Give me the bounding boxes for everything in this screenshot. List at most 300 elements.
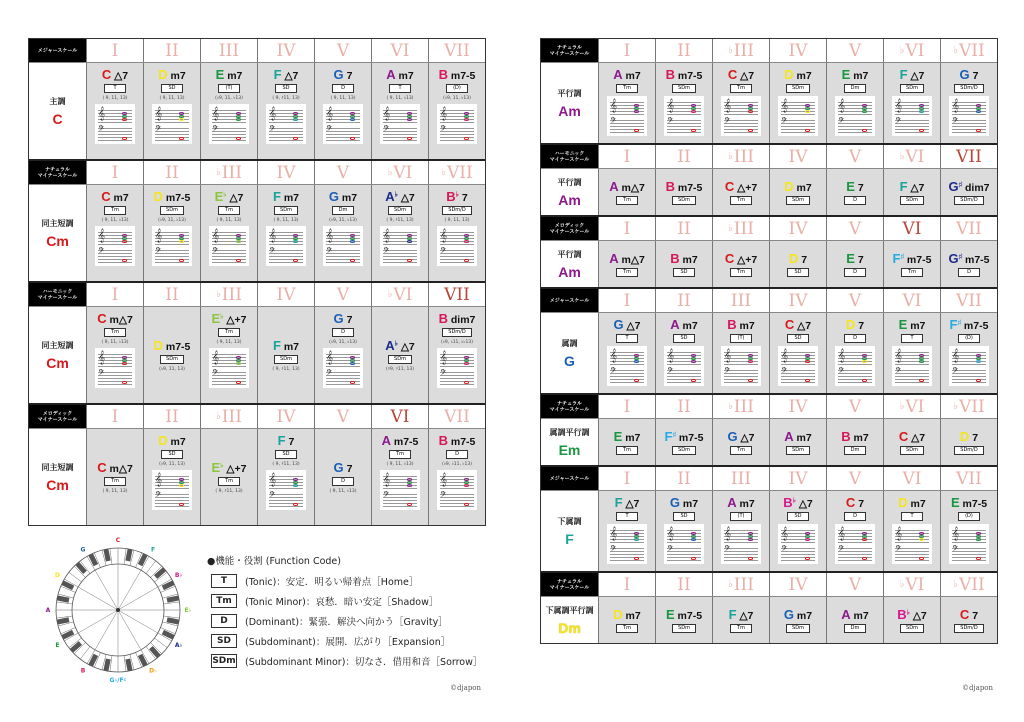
degree-numeral: II xyxy=(655,395,712,418)
chord-cell[interactable] xyxy=(314,185,371,281)
key-chord: F xyxy=(565,530,574,547)
chord-cell[interactable] xyxy=(712,419,769,465)
chord-name: E 7 xyxy=(846,179,864,194)
key-chord: Dm xyxy=(558,619,581,636)
function-badge: D xyxy=(332,477,354,486)
chord-cell[interactable] xyxy=(200,429,257,525)
degree-numeral: IV xyxy=(257,283,314,306)
chord-cell[interactable] xyxy=(257,185,314,281)
note-head xyxy=(179,240,184,243)
tension-list: ( 9, 11, 13) xyxy=(159,96,185,101)
chord-cell[interactable] xyxy=(598,597,655,643)
function-badge: SDm/D xyxy=(442,206,471,215)
function-badge: Tm xyxy=(616,196,638,205)
chord-cell[interactable] xyxy=(826,597,883,643)
chord-name: G♯ m7-5 xyxy=(948,251,990,266)
staff-notation xyxy=(209,226,249,266)
function-badge: Tm xyxy=(730,446,752,455)
note-head xyxy=(919,379,924,382)
degree-numeral: ♭ III xyxy=(712,145,769,168)
tension-list: ( 9, 11, 13) xyxy=(330,96,356,101)
degree-numeral: I xyxy=(86,405,143,428)
degree-numeral: VI xyxy=(883,217,940,240)
degree-numeral: I xyxy=(598,467,655,490)
treble-clef-icon: 𝄞 xyxy=(781,98,789,112)
note-head xyxy=(407,137,412,140)
bass-clef-icon: 𝄢 xyxy=(838,117,845,128)
chord-cell[interactable] xyxy=(712,597,769,643)
chord-cell[interactable] xyxy=(598,241,655,287)
staff-notation xyxy=(380,226,420,266)
chord-name: G 7 xyxy=(333,67,353,82)
chord-cell[interactable] xyxy=(371,63,428,159)
degree-numeral: II xyxy=(655,145,712,168)
staff-notation xyxy=(778,96,818,136)
chord-cell[interactable] xyxy=(428,63,485,159)
chord-cell[interactable] xyxy=(86,63,143,159)
degree-numeral: ♭ III xyxy=(200,161,257,184)
chord-cell[interactable] xyxy=(200,307,257,403)
bass-clef-icon: 𝄢 xyxy=(98,369,105,380)
staff-notation xyxy=(778,346,818,386)
chord-cell[interactable] xyxy=(769,597,826,643)
degree-numeral: I xyxy=(598,395,655,418)
chord-name: G♯ dim7 xyxy=(948,179,990,194)
function-badge: Tm xyxy=(901,268,923,277)
degree-numeral: VII xyxy=(428,39,485,62)
staff-notation xyxy=(95,348,135,388)
scale-label: メジャースケール xyxy=(541,467,598,490)
note-head xyxy=(350,137,355,140)
chord-cell[interactable] xyxy=(655,419,712,465)
chord-cell[interactable] xyxy=(769,169,826,215)
key-chord: G xyxy=(564,352,575,369)
staff-notation xyxy=(607,96,647,136)
degree-header-row xyxy=(541,217,997,241)
function-badge: D xyxy=(844,512,866,521)
svg-text:B: B xyxy=(80,667,86,675)
chord-cell[interactable] xyxy=(655,313,712,393)
chord-cell[interactable] xyxy=(86,429,143,525)
chord-cell[interactable] xyxy=(598,491,655,571)
staff-line xyxy=(781,364,815,365)
degree-numeral: II xyxy=(143,161,200,184)
chord-cell[interactable] xyxy=(769,491,826,571)
degree-numeral: ♭ VII xyxy=(940,573,997,596)
tension-list: (♭9, ♭11, ♭13) xyxy=(442,462,472,467)
staff-line xyxy=(895,542,929,543)
bass-clef-icon: 𝄢 xyxy=(895,545,902,556)
key-cell xyxy=(541,597,598,643)
function-badge: SDm/D xyxy=(954,446,983,455)
function-badge: SDm xyxy=(786,196,810,205)
legend-row xyxy=(207,594,482,608)
chord-cell[interactable] xyxy=(257,63,314,159)
svg-text:G♭/F♯: G♭/F♯ xyxy=(109,677,127,684)
degree-numeral: IV xyxy=(257,161,314,184)
note-head xyxy=(464,381,469,384)
chord-cell[interactable] xyxy=(883,169,940,215)
chord-cell[interactable] xyxy=(940,63,997,143)
scale-block xyxy=(541,145,997,217)
chord-cell[interactable] xyxy=(655,241,712,287)
function-badge: D xyxy=(958,268,980,277)
staff-line xyxy=(781,542,815,543)
staff-line xyxy=(155,506,189,507)
tension-list: ( 9, 11, ♭13) xyxy=(101,340,129,345)
key-cell xyxy=(541,63,598,143)
function-badge: Tm xyxy=(218,477,240,486)
degree-numeral: VI xyxy=(371,405,428,428)
chord-cell[interactable] xyxy=(428,185,485,281)
chord-cell[interactable] xyxy=(826,491,883,571)
chord-cell[interactable] xyxy=(655,491,712,571)
chord-cell[interactable] xyxy=(598,419,655,465)
degree-header-row xyxy=(29,161,485,185)
staff-notation xyxy=(949,524,989,564)
function-badge: Dm xyxy=(844,624,866,633)
staff-line xyxy=(212,140,246,141)
chord-cell[interactable] xyxy=(712,241,769,287)
chord-cell[interactable] xyxy=(257,307,314,403)
bass-clef-icon: 𝄢 xyxy=(667,367,674,378)
bass-clef-icon: 𝄢 xyxy=(98,125,105,136)
note-head xyxy=(748,129,753,132)
tension-list: (♭9, 11, ♭13) xyxy=(329,340,357,345)
chord-name: B♭ 7 xyxy=(446,189,468,204)
degree-numeral: II xyxy=(143,283,200,306)
degree-numeral: I xyxy=(598,217,655,240)
function-badge: Dm xyxy=(844,84,866,93)
chord-cell[interactable] xyxy=(314,63,371,159)
chord-cell[interactable] xyxy=(655,63,712,143)
staff-line xyxy=(326,244,360,245)
circle-of-fifths-diagram xyxy=(38,530,198,690)
staff-notation xyxy=(835,346,875,386)
bass-clef-icon: 𝄢 xyxy=(838,367,845,378)
chord-cell[interactable] xyxy=(769,63,826,143)
note-head xyxy=(293,240,298,243)
bass-clef-icon: 𝄢 xyxy=(724,367,731,378)
note-head xyxy=(179,259,184,262)
treble-clef-icon: 𝄞 xyxy=(952,526,960,540)
note-head xyxy=(805,129,810,132)
chord-name: C 7 xyxy=(845,495,865,510)
staff-line xyxy=(667,382,701,383)
treble-clef-icon: 𝄞 xyxy=(838,348,846,362)
chord-cell[interactable] xyxy=(143,185,200,281)
treble-clef-icon: 𝄞 xyxy=(155,472,163,486)
key-name: 属調 xyxy=(561,338,578,348)
note-head xyxy=(236,259,241,262)
function-badge: SD xyxy=(673,334,695,343)
treble-clef-icon: 𝄞 xyxy=(781,348,789,362)
scale-label: メジャースケール xyxy=(29,39,86,62)
degree-header-row xyxy=(541,289,997,313)
note-head xyxy=(122,259,127,262)
staff-line xyxy=(610,542,644,543)
degree-header-row xyxy=(541,573,997,597)
note-head xyxy=(691,129,696,132)
function-code-badge: SD xyxy=(211,634,237,648)
function-badge: SDm/D xyxy=(954,624,983,633)
chord-cell[interactable] xyxy=(598,169,655,215)
chord-cell[interactable] xyxy=(371,307,428,403)
chord-name: A m7 xyxy=(613,67,641,82)
chord-name: D 7 xyxy=(845,317,865,332)
chord-cell[interactable] xyxy=(940,491,997,571)
treble-clef-icon: 𝄞 xyxy=(383,472,391,486)
function-badge: Tm xyxy=(104,477,126,486)
chord-cell[interactable] xyxy=(598,313,655,393)
note-head xyxy=(691,557,696,560)
degree-numeral: VI xyxy=(371,39,428,62)
bass-clef-icon: 𝄢 xyxy=(383,125,390,136)
degree-numeral: IV xyxy=(769,39,826,62)
scale-block xyxy=(541,217,997,289)
note-head xyxy=(122,362,127,365)
note-head xyxy=(407,259,412,262)
chord-cell[interactable] xyxy=(883,597,940,643)
chord-cell[interactable] xyxy=(826,241,883,287)
chord-cell[interactable] xyxy=(826,419,883,465)
chord-cell[interactable] xyxy=(940,241,997,287)
staff-line xyxy=(269,122,303,123)
staff-notation xyxy=(152,470,192,510)
chord-cell[interactable] xyxy=(655,169,712,215)
scale-block xyxy=(541,395,997,467)
note-head xyxy=(976,129,981,132)
staff-notation xyxy=(949,96,989,136)
key-chord: Am xyxy=(558,263,581,280)
chord-cell[interactable] xyxy=(257,429,314,525)
scale-label: メジャースケール xyxy=(541,289,598,312)
staff-line xyxy=(952,132,986,133)
function-badge: Tm xyxy=(616,624,638,633)
treble-clef-icon: 𝄞 xyxy=(724,348,732,362)
function-badge: SDm/D xyxy=(954,196,983,205)
note-head xyxy=(691,110,696,113)
scale-label: メロディック マイナースケール xyxy=(29,405,86,428)
note-head xyxy=(179,484,184,487)
chord-name: F♯ m7-5 xyxy=(949,317,989,332)
degree-numeral: IV xyxy=(769,145,826,168)
chord-cell[interactable] xyxy=(883,63,940,143)
chord-name: A m△7 xyxy=(609,251,645,266)
chord-cell[interactable] xyxy=(940,419,997,465)
chord-cell[interactable] xyxy=(826,313,883,393)
chord-cell[interactable] xyxy=(86,185,143,281)
chord-cell[interactable] xyxy=(826,169,883,215)
chord-name: C △7 xyxy=(784,317,812,332)
chord-cell[interactable] xyxy=(314,429,371,525)
degree-numeral: IV xyxy=(769,573,826,596)
note-head xyxy=(862,379,867,382)
chord-cell[interactable] xyxy=(826,63,883,143)
treble-clef-icon: 𝄞 xyxy=(269,228,277,242)
degree-numeral: V xyxy=(314,405,371,428)
chord-cell[interactable] xyxy=(371,185,428,281)
function-badge: SDm xyxy=(274,206,298,215)
scale-label: メロディック マイナースケール xyxy=(541,217,598,240)
staff-line xyxy=(269,140,303,141)
svg-text:A: A xyxy=(45,607,51,614)
chord-name: A♭ △7 xyxy=(385,338,415,353)
note-head xyxy=(293,118,298,121)
note-head xyxy=(122,137,127,140)
scale-block xyxy=(541,289,997,395)
chord-cell[interactable] xyxy=(143,307,200,403)
staff-line xyxy=(269,506,303,507)
chord-name: C △+7 xyxy=(724,251,758,266)
treble-clef-icon: 𝄞 xyxy=(895,98,903,112)
staff-line xyxy=(155,122,189,123)
note-head xyxy=(862,557,867,560)
function-badge: D xyxy=(844,334,866,343)
chord-name: B m7-5 xyxy=(665,67,703,82)
treble-clef-icon: 𝄞 xyxy=(269,472,277,486)
function-badge: SDm xyxy=(388,355,412,364)
chord-cell[interactable] xyxy=(712,63,769,143)
staff-line xyxy=(895,132,929,133)
key-cell xyxy=(29,307,86,403)
staff-line xyxy=(895,114,929,115)
chord-cell[interactable] xyxy=(769,419,826,465)
note-head xyxy=(407,240,412,243)
staff-line xyxy=(952,114,986,115)
chord-name: D m7 xyxy=(158,433,186,448)
chord-cell[interactable] xyxy=(883,491,940,571)
chord-name: E m7 xyxy=(898,317,926,332)
degree-numeral: ♭ VI xyxy=(883,573,940,596)
staff-notation xyxy=(778,524,818,564)
chord-cell[interactable] xyxy=(314,307,371,403)
chord-name: C m△7 xyxy=(97,311,133,326)
chord-name: B♭ △7 xyxy=(783,495,813,510)
function-badge: Tm xyxy=(218,206,240,215)
legend-row xyxy=(207,654,482,668)
chord-name: A m7-5 xyxy=(381,433,419,448)
function-badge: SDm xyxy=(672,196,696,205)
treble-clef-icon: 𝄞 xyxy=(155,228,163,242)
function-badge: (T) xyxy=(730,334,752,343)
treble-clef-icon: 𝄞 xyxy=(212,228,220,242)
staff-line xyxy=(383,488,417,489)
chord-cell[interactable] xyxy=(940,597,997,643)
staff-line xyxy=(212,262,246,263)
copyright-left: ©djapon xyxy=(450,684,482,692)
chord-name: F♯ m7-5 xyxy=(664,429,704,444)
staff-line xyxy=(98,384,132,385)
degree-numeral: VII xyxy=(428,283,485,306)
note-head xyxy=(407,503,412,506)
key-chord: Am xyxy=(558,191,581,208)
staff-line xyxy=(781,560,815,561)
treble-clef-icon: 𝄞 xyxy=(326,350,334,364)
chord-cell[interactable] xyxy=(712,491,769,571)
note-head xyxy=(862,110,867,113)
chord-cell[interactable] xyxy=(428,429,485,525)
chord-cell[interactable] xyxy=(712,313,769,393)
bass-clef-icon: 𝄢 xyxy=(781,545,788,556)
chord-cell[interactable] xyxy=(883,419,940,465)
staff-notation xyxy=(664,346,704,386)
staff-notation xyxy=(152,104,192,144)
note-head xyxy=(464,484,469,487)
chord-name: F △7 xyxy=(899,179,925,194)
chord-cell[interactable] xyxy=(769,241,826,287)
bass-clef-icon: 𝄢 xyxy=(952,117,959,128)
chord-cell[interactable] xyxy=(200,185,257,281)
chord-cell[interactable] xyxy=(940,313,997,393)
staff-notation xyxy=(664,96,704,136)
chord-name: G 7 xyxy=(333,460,353,475)
key-name: 属調平行調 xyxy=(549,427,590,437)
chord-cell[interactable] xyxy=(86,307,143,403)
chord-name: G △7 xyxy=(613,317,641,332)
function-badge: SDm xyxy=(786,446,810,455)
note-head xyxy=(634,360,639,363)
key-cell xyxy=(29,429,86,525)
function-badge: SD xyxy=(673,512,695,521)
scale-label: ナチュラル マイナースケール xyxy=(541,39,598,62)
chord-name: F♯ m7-5 xyxy=(892,251,932,266)
chord-name: D m7-5 xyxy=(153,189,191,204)
note-head xyxy=(748,360,753,363)
chord-cell[interactable] xyxy=(655,597,712,643)
degree-numeral: V xyxy=(826,39,883,62)
chord-cell[interactable] xyxy=(769,313,826,393)
chord-cell[interactable] xyxy=(712,169,769,215)
function-badge: SDm xyxy=(672,446,696,455)
degree-numeral: ♭ VI xyxy=(883,39,940,62)
chord-cell[interactable] xyxy=(883,241,940,287)
chord-cell[interactable] xyxy=(883,313,940,393)
chord-cell[interactable] xyxy=(598,63,655,143)
chord-name: A m7 xyxy=(841,607,869,622)
bass-clef-icon: 𝄢 xyxy=(155,247,162,258)
chord-cell[interactable] xyxy=(143,63,200,159)
svg-text:D: D xyxy=(54,572,60,579)
function-badge: Tm xyxy=(616,268,638,277)
staff-line xyxy=(610,560,644,561)
chord-cell[interactable] xyxy=(371,429,428,525)
staff-notation xyxy=(721,524,761,564)
chord-cell[interactable] xyxy=(143,429,200,525)
note-head xyxy=(748,110,753,113)
note-head xyxy=(919,557,924,560)
staff-line xyxy=(155,488,189,489)
staff-notation xyxy=(721,346,761,386)
bass-clef-icon: 𝄢 xyxy=(269,491,276,502)
treble-clef-icon: 𝄞 xyxy=(724,98,732,112)
function-code-badge: T xyxy=(211,574,237,588)
bass-clef-icon: 𝄢 xyxy=(781,367,788,378)
degree-numeral: V xyxy=(826,145,883,168)
function-badge: D xyxy=(446,450,468,459)
note-head xyxy=(805,557,810,560)
chord-cell[interactable] xyxy=(200,63,257,159)
scale-block xyxy=(29,161,485,283)
scale-label: ハーモニック マイナースケール xyxy=(29,283,86,306)
tension-list: ( 9, 11, 13) xyxy=(273,218,299,223)
treble-clef-icon: 𝄞 xyxy=(440,472,448,486)
note-head xyxy=(236,362,241,365)
chord-name: F △7 xyxy=(899,67,925,82)
chord-cell[interactable] xyxy=(428,307,485,403)
function-badge: (T) xyxy=(730,512,752,521)
chord-cell[interactable] xyxy=(940,169,997,215)
